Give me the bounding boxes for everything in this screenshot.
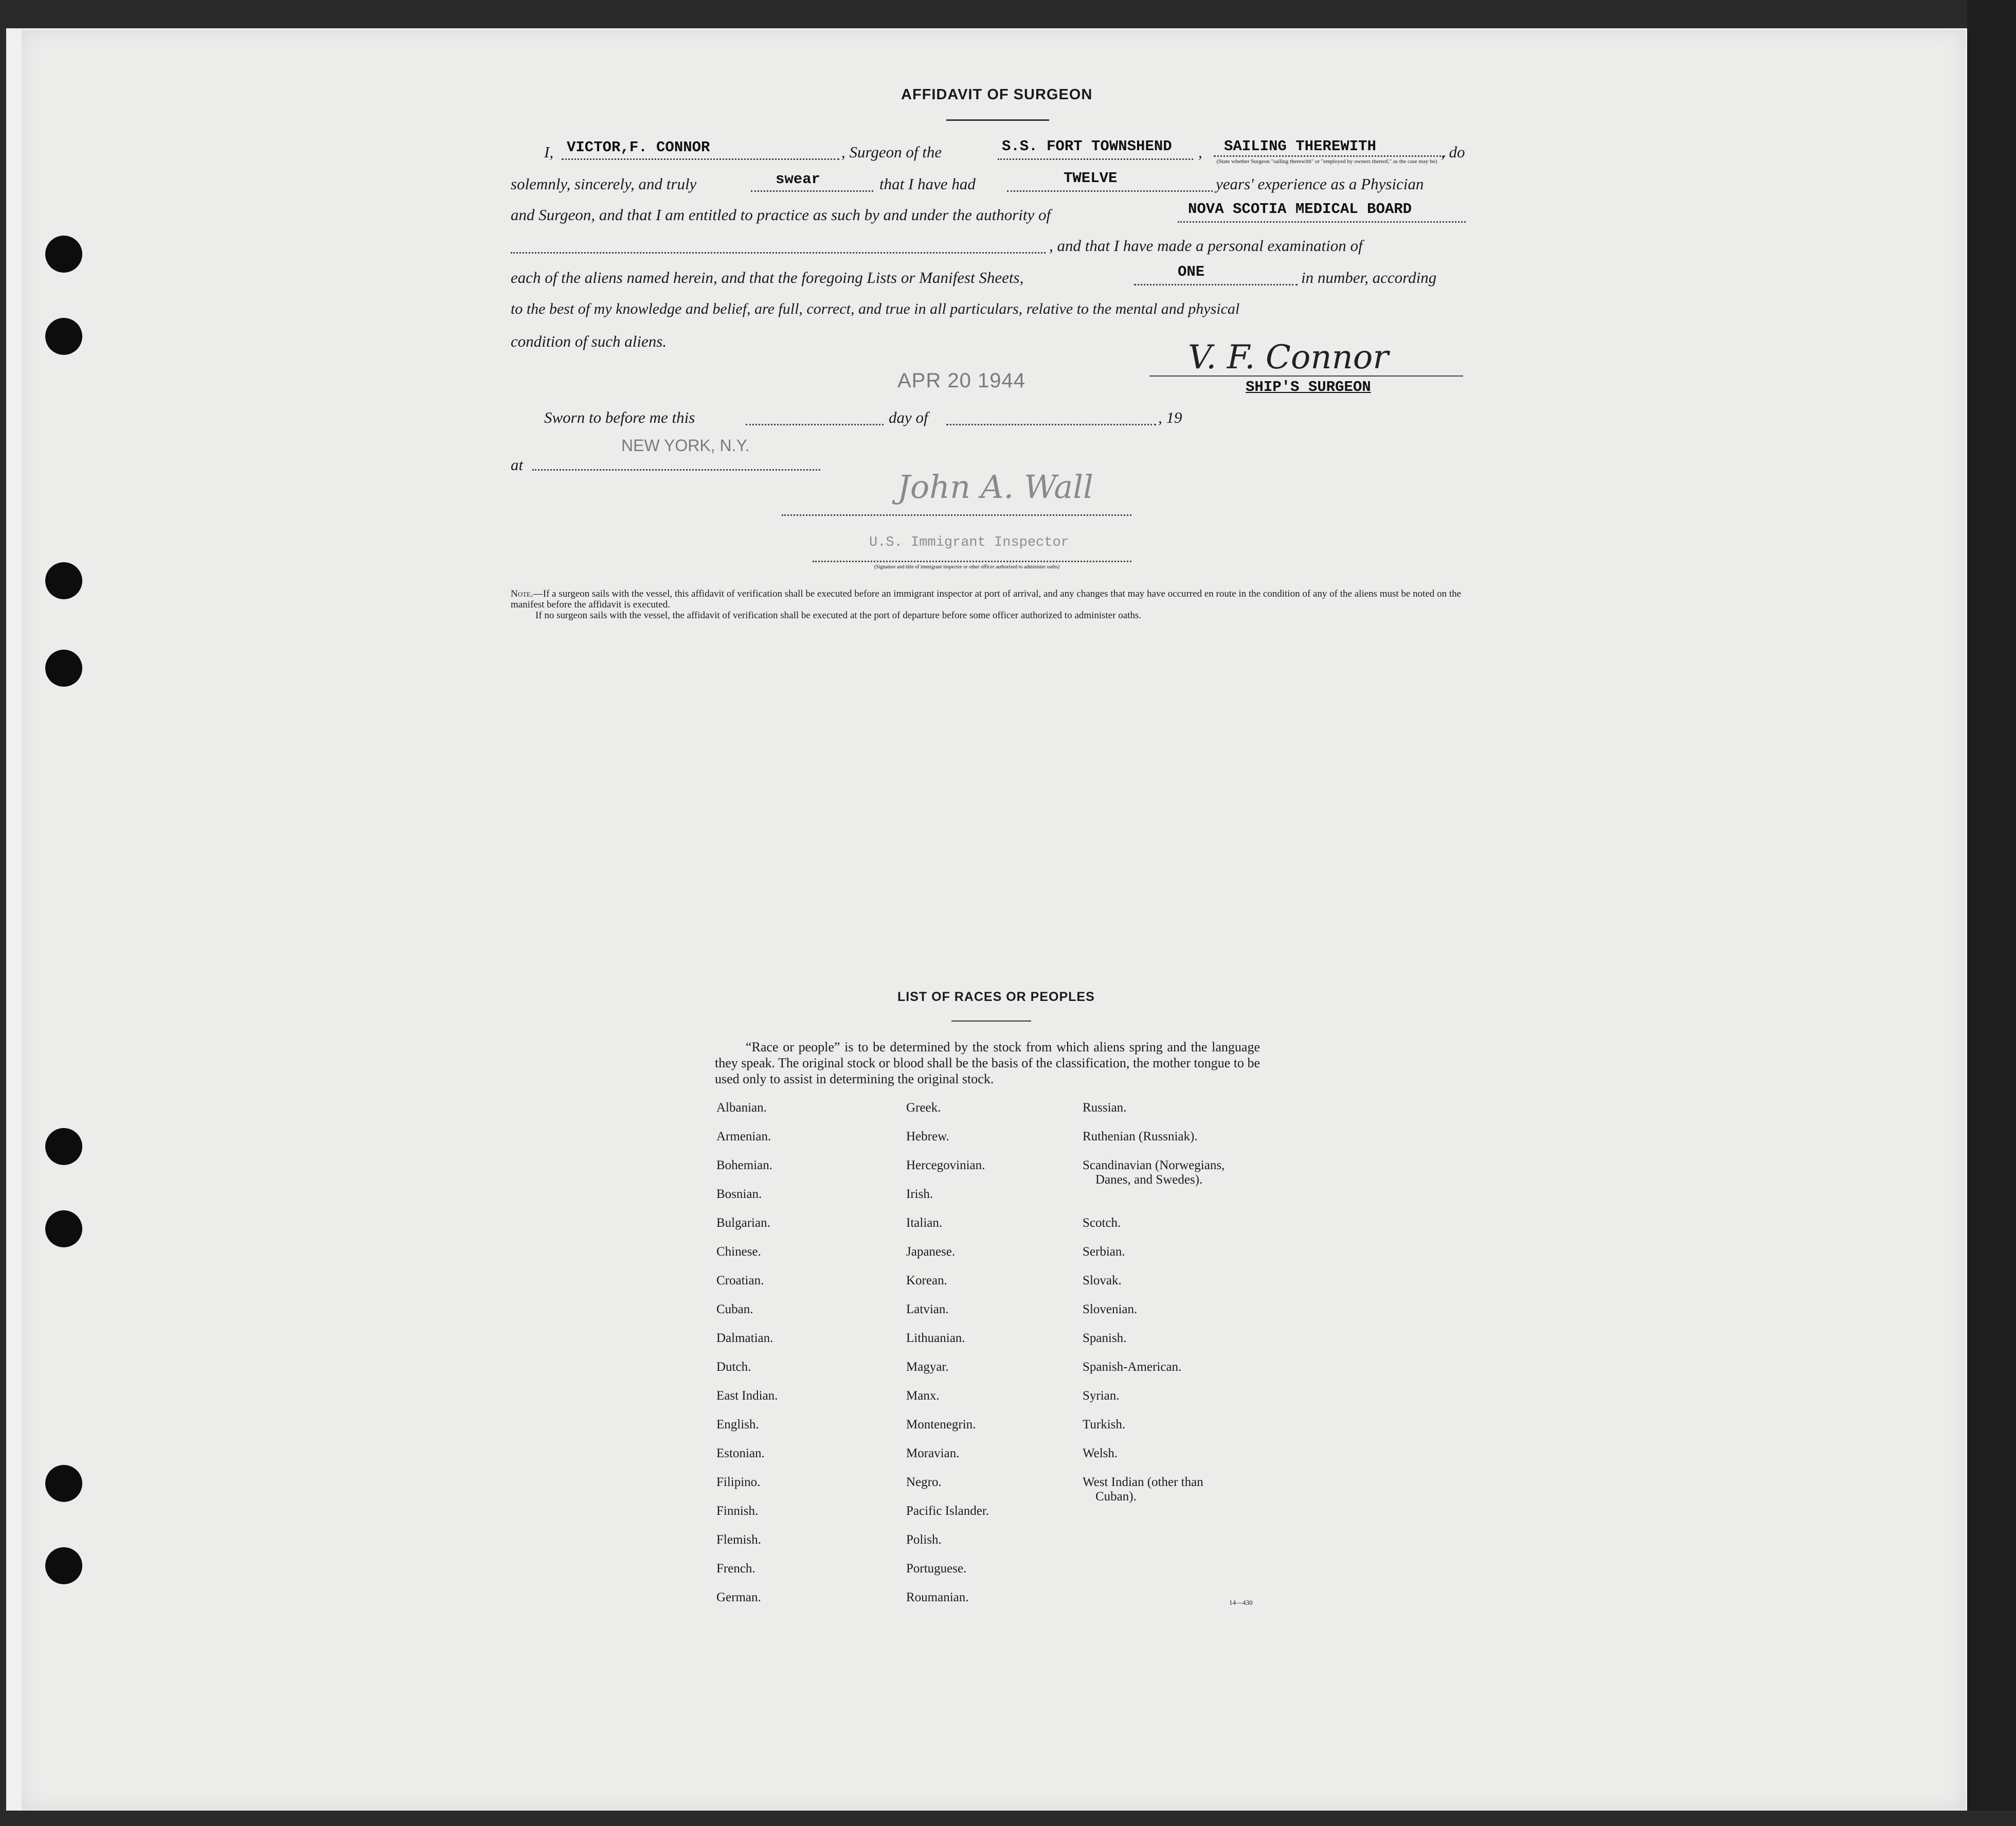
affidavit-line6: to the best of my knowledge and belief, are full, correct, and true in all particulars, relative to the mental and physical (511, 300, 1240, 317)
race-item: Finnish. (716, 1504, 759, 1518)
affidavit-line5-suffix: in number, according (1301, 268, 1437, 287)
race-item: Latvian. (906, 1302, 949, 1316)
race-item: Slovenian. (1083, 1302, 1138, 1316)
sheets-blank (1134, 284, 1298, 285)
race-item: Chinese. (716, 1245, 761, 1259)
race-item: Ruthenian (Russniak). (1083, 1130, 1198, 1143)
inspector-signature: John A. Wall (897, 468, 1093, 506)
affidavit-line7: condition of such aliens. (511, 332, 667, 350)
race-item: Bulgarian. (716, 1216, 770, 1230)
race-item: French. (716, 1562, 755, 1576)
affidavit-line5-prefix: each of the aliens named herein, and that the foregoing Lists or Manifest Sheets, (511, 268, 1024, 287)
race-item: Japanese. (906, 1245, 956, 1259)
inspector-title: U.S. Immigrant Inspector (869, 535, 1069, 550)
document-page (22, 30, 1966, 1810)
race-item: Italian. (906, 1216, 943, 1230)
affidavit-title-rule (946, 119, 1049, 121)
races-title-rule (951, 1021, 1031, 1022)
race-item: Slovak. (1083, 1274, 1122, 1287)
punch-hole (45, 318, 82, 355)
race-item: Irish. (906, 1187, 933, 1201)
race-item: Spanish-American. (1083, 1360, 1182, 1374)
ship-name-blank (998, 158, 1193, 160)
surgeon-status-hint: (State whether Surgeon "sailing therewith" or "employed by owners thereof," as the case may be) (1216, 158, 1437, 165)
race-item: Serbian. (1083, 1245, 1125, 1259)
race-item: Russian. (1083, 1101, 1127, 1115)
race-item: Roumanian. (906, 1590, 969, 1604)
affidavit-line1-prefix: I, (544, 143, 554, 161)
sworn-month-blank (946, 424, 1156, 425)
note-label: Note. (511, 588, 533, 599)
authority-continuation-blank (511, 252, 1046, 254)
sworn-place-blank (532, 469, 820, 471)
race-item: Welsh. (1083, 1446, 1118, 1460)
affidavit-line1-comma: , (1198, 143, 1202, 161)
race-item: East Indian. (716, 1389, 778, 1403)
punch-hole (45, 650, 82, 687)
ships-surgeon-caption: SHIP'S SURGEON (1246, 379, 1371, 396)
ship-name: S.S. FORT TOWNSHEND (1002, 138, 1172, 155)
sworn-place-stamp: NEW YORK, N.Y. (621, 436, 750, 455)
races-title: LIST OF RACES OR PEOPLES (897, 990, 1095, 1004)
punch-hole (45, 1210, 82, 1247)
punch-hole (45, 236, 82, 273)
sworn-at-label: at (511, 456, 524, 474)
race-item: Syrian. (1083, 1389, 1120, 1403)
punch-hole (45, 1465, 82, 1502)
oath-blank (751, 190, 873, 192)
oath-word: swear (776, 171, 821, 188)
scan-edge-bottom (0, 1811, 2016, 1826)
note-text-2: If no surgeon sails with the vessel, the affidavit of verification shall be executed at the port of departure before some officer authorized to administer oaths. (535, 610, 1142, 621)
sworn-suffix: , 19 (1158, 408, 1182, 426)
punch-hole (45, 1547, 82, 1584)
race-item: Scotch. (1083, 1216, 1121, 1230)
inspector-caption: (Signature and title of immigrant inspector or other officer authorized to administer oaths) (874, 564, 1060, 570)
race-item: German. (716, 1590, 761, 1604)
form-number: 14—430 (1229, 1599, 1253, 1606)
race-item: Negro. (906, 1475, 942, 1489)
manifest-sheets: ONE (1178, 263, 1205, 280)
affidavit-line1-suffix: , do (1441, 143, 1465, 161)
race-item: Estonian. (716, 1446, 765, 1460)
scan-edge-top (0, 0, 2016, 28)
race-item: Polish. (906, 1533, 942, 1547)
licensing-authority: NOVA SCOTIA MEDICAL BOARD (1188, 201, 1412, 218)
race-item: Manx. (906, 1389, 940, 1403)
race-item: Korean. (906, 1274, 947, 1287)
sworn-mid: day of (889, 408, 928, 426)
years-experience: TWELVE (1064, 170, 1118, 187)
race-item: Dalmatian. (716, 1331, 773, 1345)
years-blank (1007, 190, 1213, 192)
scan-edge-left (0, 0, 6, 1826)
race-item: Croatian. (716, 1274, 764, 1287)
race-item: Hebrew. (906, 1130, 949, 1143)
surgeon-name-blank (562, 158, 839, 160)
race-item: Flemish. (716, 1533, 761, 1547)
race-item: Hercegovinian. (906, 1158, 985, 1172)
affidavit-line2-suffix: years' experience as a Physician (1216, 175, 1424, 193)
authority-blank (1178, 221, 1466, 223)
race-item: Portuguese. (906, 1562, 967, 1576)
affidavit-line3-prefix: and Surgeon, and that I am entitled to practice as such by and under the authority of (511, 206, 1051, 224)
race-item: Greek. (906, 1101, 941, 1115)
race-item: Albanian. (716, 1101, 767, 1115)
race-item: Bosnian. (716, 1187, 762, 1201)
race-item: Turkish. (1083, 1418, 1126, 1431)
sworn-prefix: Sworn to before me this (544, 408, 695, 426)
race-item: Moravian. (906, 1446, 960, 1460)
scan-edge-right (1967, 0, 2016, 1826)
race-item: Dutch. (716, 1360, 751, 1374)
race-item: Magyar. (906, 1360, 949, 1374)
affidavit-line2-mid: that I have had (879, 175, 976, 193)
punch-hole (45, 562, 82, 599)
race-item: Scandinavian (Norwegians, Danes, and Swedes). (1083, 1158, 1225, 1187)
race-item: Armenian. (716, 1130, 771, 1143)
date-stamp: APR 20 1944 (897, 369, 1025, 392)
race-item: Lithuanian. (906, 1331, 965, 1345)
affidavit-note (511, 588, 1467, 621)
affidavit-title: AFFIDAVIT OF SURGEON (901, 86, 1093, 103)
inspector-signature-line (782, 514, 1131, 516)
race-item: Spanish. (1083, 1331, 1127, 1345)
race-item: Bohemian. (716, 1158, 773, 1172)
affidavit-line4-suffix: , and that I have made a personal examination of (1049, 237, 1363, 255)
punch-hole (45, 1128, 82, 1165)
race-item: Montenegrin. (906, 1418, 976, 1431)
sworn-day-blank (746, 424, 884, 425)
race-item: Cuban. (716, 1302, 753, 1316)
races-intro: “Race or people” is to be determined by the stock from which aliens spring and the language they speak. The original stock or blood shall be the basis of the classification, the mother tongue to be used only to assist in determining the original stock. (715, 1040, 1260, 1086)
note-text-1: —If a surgeon sails with the vessel, this affidavit of verification shall be executed before an immigrant inspector at port of arrival, and any changes that may have occurred en route in the condition of any of the aliens must be noted on the manifest before the affidavit is executed. (511, 588, 1462, 610)
surgeon-signature-line (1149, 375, 1463, 377)
race-item: West Indian (other than Cuban). (1083, 1475, 1203, 1503)
race-item: English. (716, 1418, 759, 1431)
affidavit-line2-prefix: solemnly, sincerely, and truly (511, 175, 697, 193)
affidavit-line1-mid: , Surgeon of the (841, 143, 942, 161)
race-item: Pacific Islander. (906, 1504, 989, 1518)
surgeon-status: SAILING THEREWITH (1224, 138, 1376, 155)
surgeon-name: VICTOR,F. CONNOR (567, 139, 710, 156)
race-item: Filipino. (716, 1475, 761, 1489)
surgeon-status-blank (1214, 155, 1445, 157)
inspector-title-line (813, 561, 1131, 562)
surgeon-signature: V. F. Connor (1188, 338, 1389, 377)
